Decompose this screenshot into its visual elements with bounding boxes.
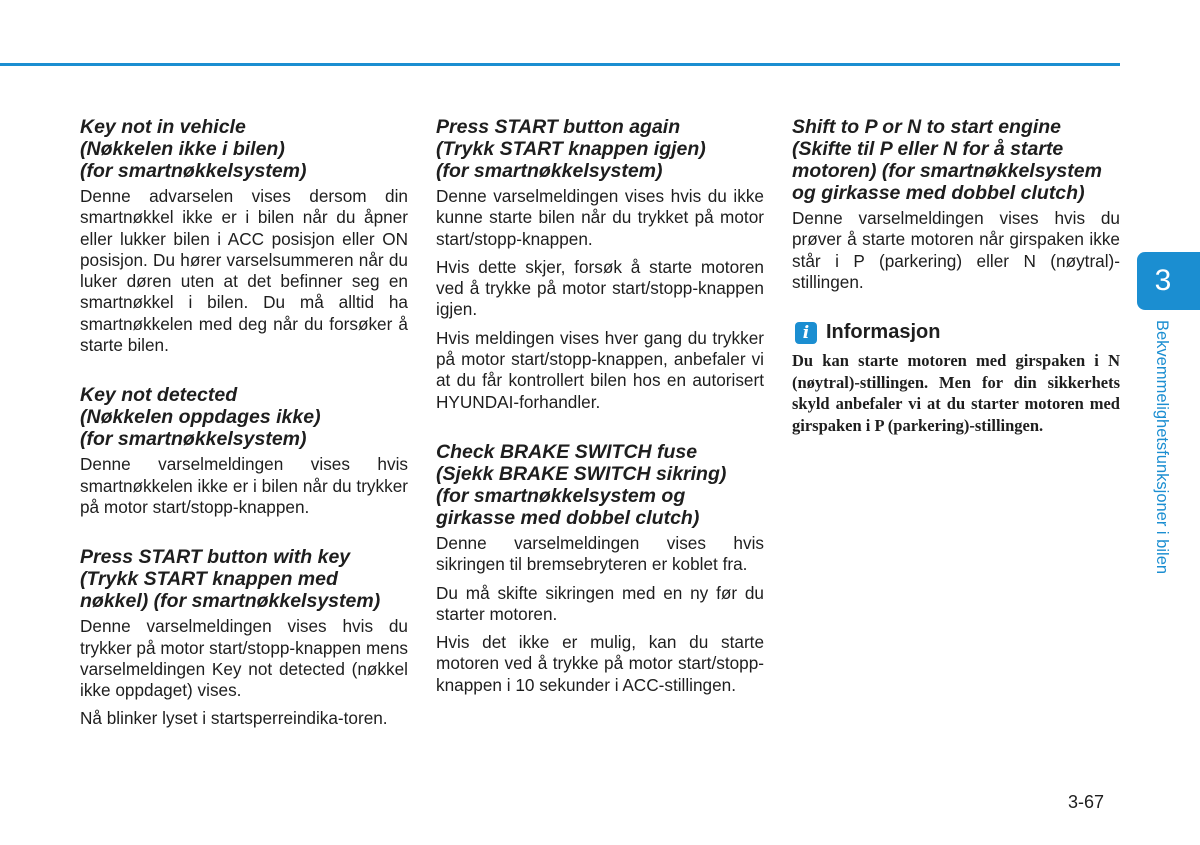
section-heading — [436, 441, 764, 529]
section-press-start-with-key — [80, 546, 408, 729]
heading-line: (Trykk START knappen igjen) — [436, 138, 706, 160]
heading-line: Key not in vehicle — [80, 116, 246, 138]
section-heading — [80, 546, 408, 612]
section-heading — [792, 116, 1120, 204]
paragraph: Denne advarselen vises dersom din smartnøkkel ikke er i bilen når du åpner eller lukker bilen i ACC posisjon eller ON posisjon. Du hører varselsummeren når du luker døren uten at det befinner seg en smartnøkkel i bilen. Du må alltid ha smartnøkkelen med deg når du forsøker å starte bilen. — [80, 186, 408, 356]
heading-line: (Sjekk BRAKE SWITCH sikring) — [436, 462, 727, 485]
top-rule — [0, 63, 1120, 66]
paragraph: Denne varselmeldingen vises hvis du prøver å starte motoren når girspaken ikke står i P (parkering) eller N (nøytral)-stillingen. — [792, 208, 1120, 292]
heading-line: nøkkel) (for smartnøkkelsystem) — [80, 590, 381, 613]
section-heading — [80, 116, 408, 182]
heading-line: Shift to P or N to start engine — [792, 116, 1062, 138]
heading-line: Check BRAKE SWITCH fuse — [436, 440, 698, 463]
chapter-title: Bekvemmelighetsfunksjoner i bilen — [1153, 320, 1171, 575]
section-check-brake-switch-fuse — [436, 441, 764, 696]
heading-line: motoren) (for smartnøkkelsystem — [792, 160, 1102, 182]
heading-line: (Trykk START knappen med — [80, 568, 338, 591]
paragraph: Denne varselmeldingen vises hvis smartnøkkelen ikke er i bilen når du trykker på motor start/stopp-knappen. — [80, 454, 408, 517]
heading-line: (for smartnøkkelsystem) — [80, 160, 307, 182]
heading-line: Key not detected — [80, 384, 238, 407]
paragraph: Hvis dette skjer, forsøk å starte motoren ved å trykke på motor start/stopp-knappen igjen. — [436, 256, 764, 320]
chapter-tab — [1137, 252, 1200, 310]
section-key-not-detected — [80, 384, 408, 518]
section-heading — [436, 116, 764, 182]
paragraph: Denne varselmeldingen vises hvis du ikke kunne starte bilen når du trykket på motor start/stopp-knappen. — [436, 186, 764, 249]
column-2 — [436, 116, 764, 724]
paragraph: Denne varselmeldingen vises hvis sikringen til bremsebryteren er koblet fra. — [436, 532, 764, 575]
paragraph: Hvis meldingen vises hver gang du trykker på motor start/stopp-knappen, anbefaler vi at du får kontrollert bilen hos en autorisert HYUNDAI-forhandler. — [436, 327, 764, 412]
section-shift-to-p-or-n — [792, 116, 1120, 293]
heading-line: og girkasse med dobbel clutch) — [792, 182, 1085, 204]
heading-line: (Nøkkelen ikke i bilen) — [80, 138, 285, 160]
section-heading — [80, 384, 408, 450]
heading-line: Press START button with key — [80, 546, 351, 569]
heading-line: (for smartnøkkelsystem) — [80, 428, 307, 451]
paragraph: Du må skifte sikringen med en ny før du starter motoren. — [436, 582, 764, 624]
section-key-not-in-vehicle — [80, 116, 408, 356]
paragraph: Nå blinker lyset i startsperreindika-toren. — [80, 708, 388, 729]
heading-line: (Nøkkelen oppdages ikke) — [80, 406, 321, 429]
heading-line: girkasse med dobbel clutch) — [436, 506, 700, 529]
section-press-start-again — [436, 116, 764, 413]
heading-line: (for smartnøkkelsystem og — [436, 484, 686, 507]
heading-line: (Skifte til P eller N for å starte — [792, 138, 1064, 160]
info-icon: i — [795, 322, 817, 344]
info-box-title — [795, 321, 1120, 344]
info-body: Du kan starte motoren med girspaken i N (nøytral)-stillingen. Men for din sikkerhets skyld anbefaler vi at du starter motoren med girspaken i P (parkering)-stillingen. — [792, 351, 1120, 435]
info-label: Informasjon — [826, 321, 941, 344]
heading-line: Press START button again — [436, 116, 681, 138]
column-1 — [80, 116, 408, 758]
chapter-number: 3 — [1154, 264, 1172, 297]
paragraph: Denne varselmeldingen vises hvis du trykker på motor start/stopp-knappen mens varselmeldingen Key not detected (nøkkel ikke oppdaget) vises. — [80, 616, 408, 701]
page-number: 3-67 — [1068, 792, 1105, 812]
heading-line: (for smartnøkkelsystem) — [436, 160, 663, 182]
paragraph: Hvis det ikke er mulig, kan du starte motoren ved å trykke på motor start/stopp-knappen i 10 sekunder i ACC-stillingen. — [436, 632, 764, 695]
column-3 — [792, 116, 1120, 436]
